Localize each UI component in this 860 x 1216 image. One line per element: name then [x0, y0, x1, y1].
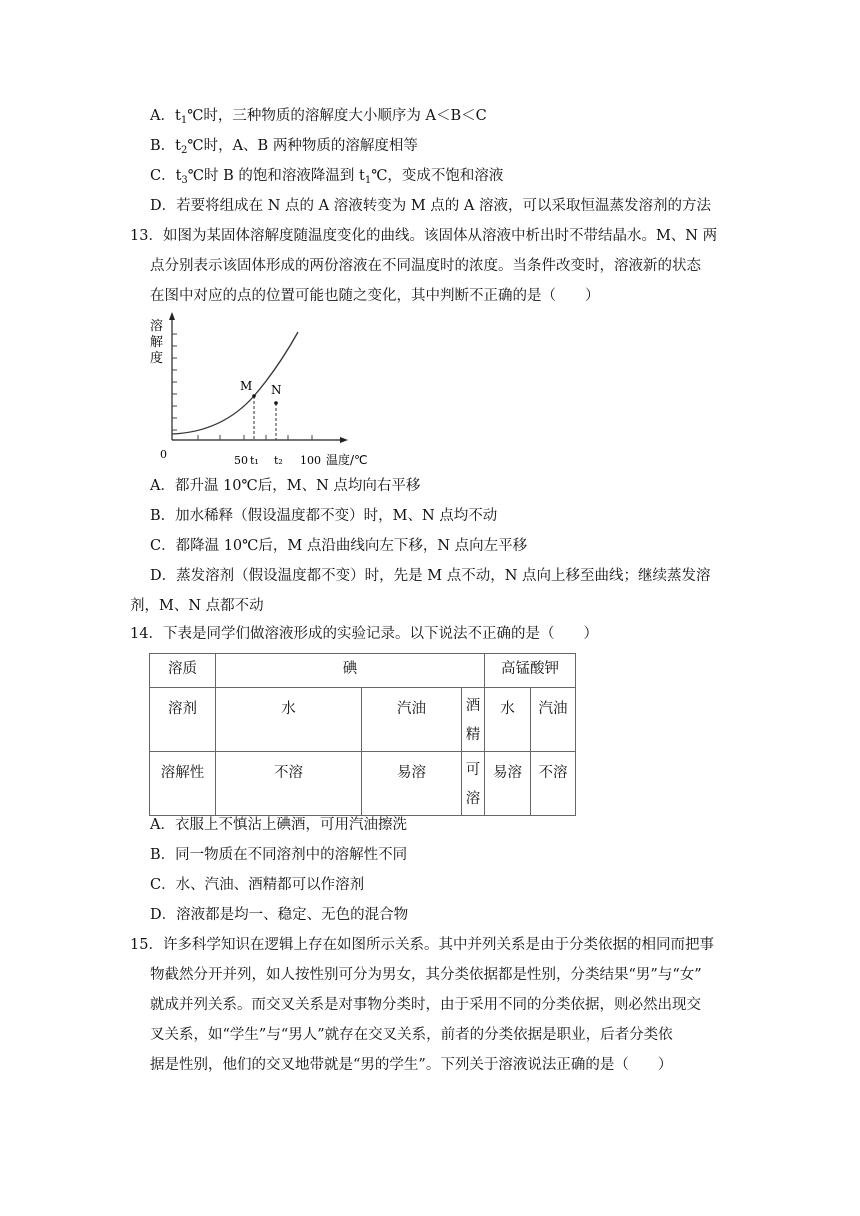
- q14-stem: 14．下表是同学们做溶液形成的实验记录。以下说法不正确的是（ ）: [130, 626, 598, 642]
- cell-solubility-header: 溶解性: [150, 752, 216, 816]
- q12-option-b: B．$t_2℃$时，A、B 两种物质的溶解度相等: [150, 138, 418, 156]
- cell-solvent-gasoline: 汽油: [362, 688, 462, 752]
- q13-option-b: B．加水稀释（假设温度都不变）时，M、N 点均不动: [150, 508, 498, 524]
- cell-solvent-water-2: 水: [485, 688, 531, 752]
- cell-solubility-2: 易溶: [362, 752, 462, 816]
- q15-stem-line1: 15．许多科学知识在逻辑上存在如图所示关系。其中并列关系是由于分类依据的相同而把事: [130, 937, 714, 953]
- q15-stem-line2: 物截然分开并列，如人按性别可分为男女，其分类依据都是性别，分类结果“男”与“女”: [150, 967, 702, 983]
- point-m-label: M: [240, 379, 253, 393]
- q12-option-c: C．$t_3℃$时 B 的饱和溶液降温到 $t_1℃$，变成不饱和溶液: [150, 168, 504, 186]
- cell-solubility-1: 不溶: [216, 752, 362, 816]
- cell-solvent-gasoline-2: 汽油: [531, 688, 576, 752]
- cell-solubility-5: 不溶: [531, 752, 576, 816]
- q13-option-d-line2: 剂，M、N 点都不动: [130, 598, 264, 614]
- table-row-solvent: [150, 688, 576, 752]
- solubility-curve-figure: [140, 312, 380, 472]
- point-n-label: N: [271, 383, 282, 397]
- cell-solute-header: 溶质: [150, 654, 216, 688]
- point-m-dot: [252, 394, 256, 398]
- cell-solubility-3: 可溶: [462, 752, 485, 816]
- q15-stem-line5: 据是性别，他们的交叉地带就是“男的学生”。下列关于溶液说法正确的是（ ）: [150, 1057, 673, 1073]
- x-tick-label-t1: t₁: [250, 454, 259, 467]
- q13-option-d-line1: D．蒸发溶剂（假设温度都不变）时，先是 M 点不动，N 点向上移至曲线；继续蒸发溶: [150, 568, 711, 584]
- x-tick-label-50: 50: [234, 454, 248, 467]
- y-label-char-3: 度: [150, 351, 164, 366]
- x-axis-label: 温度/℃: [326, 453, 368, 467]
- cell-solvent-header: 溶剂: [150, 688, 216, 752]
- q15-stem-line4: 叉关系，如“学生”与“男人”就存在交叉关系，前者的分类依据是职业，后者分类依: [150, 1027, 673, 1043]
- y-axis-arrow: [169, 312, 175, 320]
- point-n-dot: [274, 401, 278, 405]
- x-tick-label-100: 100: [300, 454, 321, 467]
- y-label-char-1: 溶: [150, 319, 164, 334]
- y-label-char-2: 解: [150, 335, 164, 350]
- q14-option-a: A．衣服上不慎沾上碘酒，可用汽油擦洗: [150, 817, 407, 833]
- x-tick-label-t2: t₂: [274, 454, 283, 467]
- q13-stem-line2: 点分别表示该固体形成的两份溶液在不同温度时的浓度。当条件改变时，溶液新的状态: [150, 258, 701, 274]
- cell-solute-iodine: 碘: [216, 654, 485, 688]
- q12-option-d: D．若要将组成在 N 点的 A 溶液转变为 M 点的 A 溶液，可以采取恒温蒸发溶剂的方法: [150, 198, 711, 214]
- experiment-record-table: [149, 653, 576, 816]
- q12-option-a: A．$t_1℃$时，三种物质的溶解度大小顺序为 A＜B＜C: [150, 108, 487, 126]
- q15-stem-line3: 就成并列关系。而交叉关系是对事物分类时，由于采用不同的分类依据，则必然出现交: [150, 997, 701, 1013]
- table-row-solubility: [150, 752, 576, 816]
- x-ticks: [198, 435, 312, 440]
- q13-stem-line3: 在图中对应的点的位置可能也随之变化，其中判断不正确的是（ ）: [150, 288, 600, 304]
- q14-option-d: D．溶液都是均一、稳定、无色的混合物: [150, 907, 409, 923]
- table-row-solute: [150, 654, 576, 688]
- x-axis-arrow: [340, 437, 348, 443]
- y-ticks: [172, 334, 177, 430]
- q14-option-c: C．水、汽油、酒精都可以作溶剂: [150, 877, 365, 893]
- q13-option-a: A．都升温 10℃后，M、N 点均向右平移: [150, 478, 421, 494]
- cell-solute-kmno4: 高锰酸钾: [485, 654, 576, 688]
- q13-option-c: C．都降温 10℃后，M 点沿曲线向左下移，N 点向左平移: [150, 538, 528, 554]
- cell-solvent-alcohol: 酒精: [462, 688, 485, 752]
- origin-label: 0: [160, 448, 167, 461]
- q14-option-b: B．同一物质在不同溶剂中的溶解性不同: [150, 847, 408, 863]
- q13-stem-line1: 13．如图为某固体溶解度随温度变化的曲线。该固体从溶液中析出时不带结晶水。M、N 两: [130, 228, 718, 244]
- cell-solubility-4: 易溶: [485, 752, 531, 816]
- cell-solvent-water: 水: [216, 688, 362, 752]
